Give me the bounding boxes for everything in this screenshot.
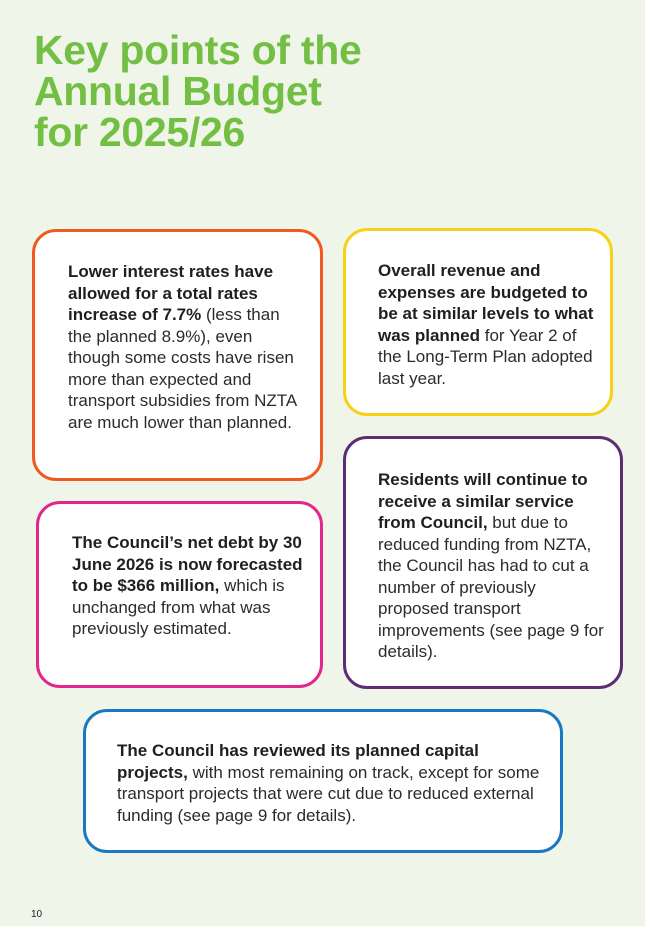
net-debt-card-text: which is unchanged from what was previously estimated. <box>72 576 285 638</box>
net-debt-card <box>36 501 323 688</box>
title-line-2: Annual Budget <box>34 68 322 114</box>
interest-rates-card-heading: Lower interest rates have allowed for a total rates increase of 7.7% <box>68 262 274 324</box>
residents-service-card-text: but due to reduced funding from NZTA, the Council has had to cut a number of previously proposed transport improvements (see page 9 for details). <box>378 513 604 661</box>
page-title <box>34 27 362 155</box>
revenue-expenses-card-heading: Overall revenue and expenses are budgeted to be at similar levels to what was planned <box>378 261 594 345</box>
residents-service-card-heading: Residents will continue to receive a similar service from Council, <box>378 470 588 532</box>
page-number: 10 <box>31 909 43 920</box>
capital-projects-card-text: with most remaining on track, except for some transport projects that were cut due to reduced external funding (see page 9 for details). <box>117 762 540 825</box>
capital-projects-card <box>83 709 563 853</box>
title-line-1: Key points of the <box>34 27 362 73</box>
net-debt-card-heading: The Council’s net debt by 30 June 2026 is now forecasted to be $366 million, <box>72 533 303 595</box>
revenue-expenses-card-text: for Year 2 of the Long-Term Plan adopted last year. <box>378 325 593 388</box>
revenue-expenses-card <box>343 228 613 416</box>
title-line-3: for 2025/26 <box>34 109 245 155</box>
residents-service-card <box>343 436 623 689</box>
interest-rates-card-text: (less than the planned 8.9%), even though some costs have risen more than expected and transport subsidies from NZTA are much lower than planned. <box>68 305 297 432</box>
capital-projects-card-heading: The Council has reviewed its planned capital projects, <box>117 741 479 782</box>
interest-rates-card <box>32 229 323 481</box>
